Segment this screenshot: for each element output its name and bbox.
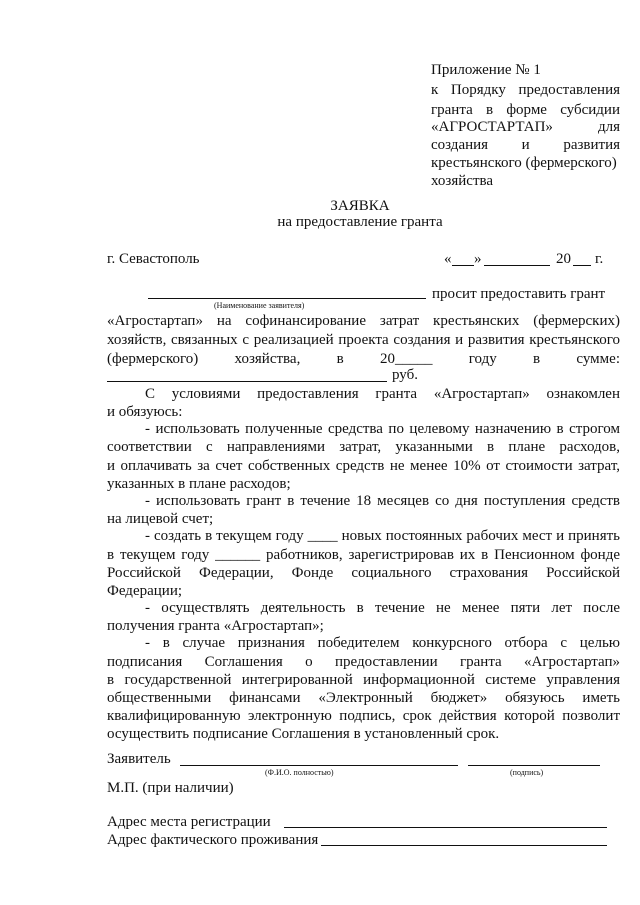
address-actual-label: Адрес фактического проживания <box>107 832 319 848</box>
appendix-line-4: «АГРОСТАРТАП» для <box>431 119 620 135</box>
address-registration-field[interactable] <box>284 827 607 828</box>
signature-field[interactable] <box>468 765 600 766</box>
p3-line-3: и оплачивать за счет собственных средств не менее 10% от стоимости затрат, <box>107 458 620 474</box>
currency-label: руб. <box>392 367 418 383</box>
p2-line-1: С условиями предоставления гранта «Агростартап» ознакомлен <box>145 386 620 402</box>
p7-line-4: общественными финансами «Электронный бюджет» обязуюсь иметь <box>107 690 620 706</box>
p7-line-5: квалифицированную электронную подпись, срок действия которой позволит <box>107 708 620 724</box>
date-close-quote: » <box>474 251 482 267</box>
p2-line-2: и обязуюсь: <box>107 404 183 420</box>
p7-line-6: осуществить подписание Соглашения в установленный срок. <box>107 726 500 742</box>
city: г. Севастополь <box>107 251 200 267</box>
p1-line-1: «Агростартап» на софинансирование затрат крестьянских (фермерских) <box>107 313 620 329</box>
p7-line-3: в государственной интегрированной информационной системе управления <box>107 672 620 688</box>
p4-line-2: на лицевой счет; <box>107 511 214 527</box>
fio-caption: (Ф.И.О. полностью) <box>265 768 334 777</box>
p5-line-4: Федерации; <box>107 583 183 599</box>
p7-line-2: подписания Соглашения о предоставлении гранта «Агростартап» <box>107 654 620 670</box>
appendix-line-5: создания и развития <box>431 137 620 153</box>
p7-line-1: - в случае признания победителем конкурсного отбора с целью <box>145 635 620 651</box>
p3-line-4: указанных в плане расходов; <box>107 476 291 492</box>
appendix-line-3: гранта в форме субсидии <box>431 102 620 118</box>
p4-line-1: - использовать грант в течение 18 месяцев со дня поступления средств <box>145 493 620 509</box>
p5-line-2: в текущем году ______ работников, зарегистрировав их в Пенсионном фонде <box>107 547 620 563</box>
p3-line-1: - использовать полученные средства по целевому назначению в строгом <box>145 421 620 437</box>
appendix-line-2: к Порядку предоставления <box>431 82 620 98</box>
appendix-line-6: крестьянского (фермерского) <box>431 155 617 171</box>
document-subtitle: на предоставление гранта <box>277 214 443 230</box>
date-day-field[interactable] <box>452 265 474 266</box>
signature-caption: (подпись) <box>510 768 544 777</box>
amount-field[interactable] <box>107 381 387 382</box>
address-actual-field[interactable] <box>321 845 607 846</box>
applicant-line-text: просит предоставить грант <box>432 286 606 302</box>
stamp-label: М.П. (при наличии) <box>107 780 234 796</box>
date-year-suffix: г. <box>595 251 604 267</box>
applicant-caption: (Наименование заявителя) <box>214 301 305 310</box>
p6-line-1: - осуществлять деятельность в течение не менее пяти лет после <box>145 600 620 616</box>
p6-line-2: получения гранта «Агростартап»; <box>107 618 324 634</box>
applicant-name-field[interactable] <box>148 298 426 299</box>
p1-line-3: (фермерского) хозяйства, в 20_____ году в сумме: <box>107 351 620 367</box>
p5-line-3: Российской Федерации, Фонде социального страхования Российской <box>107 565 620 581</box>
p3-line-2: соответствии с направлениями затрат, указанными в плане расходов, <box>107 439 620 455</box>
date-month-field[interactable] <box>484 265 550 266</box>
address-registration-label: Адрес места регистрации <box>107 814 271 830</box>
date-open-quote: « <box>444 251 452 267</box>
p1-line-2: хозяйств, связанных с реализацией проекта создания и развития крестьянского <box>107 332 620 348</box>
document-title: ЗАЯВКА <box>330 198 390 214</box>
appendix-line-7: хозяйства <box>431 173 494 189</box>
date-year-prefix: 20 <box>556 251 571 267</box>
p5-line-1: - создать в текущем году ____ новых постоянных рабочих мест и принять <box>145 528 620 544</box>
fio-field[interactable] <box>180 765 458 766</box>
signature-label: Заявитель <box>107 751 171 767</box>
date-year-field[interactable] <box>573 265 591 266</box>
appendix-line-1: Приложение № 1 <box>431 62 541 78</box>
